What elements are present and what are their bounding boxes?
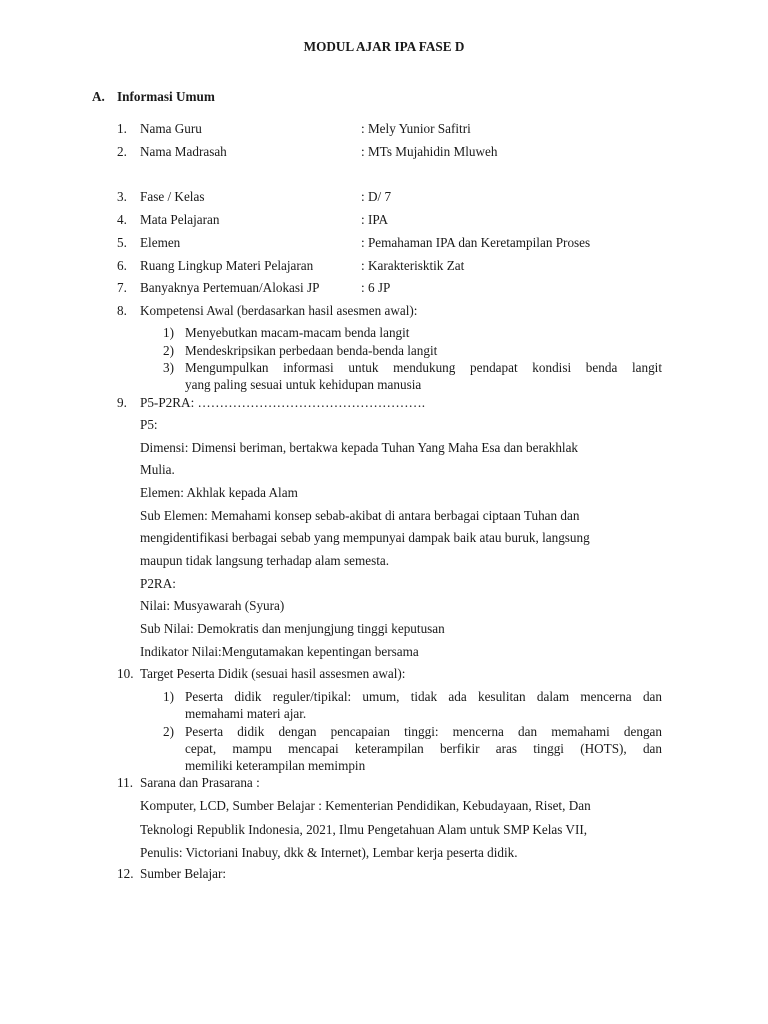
info-label: Mata Pelajaran (140, 212, 220, 227)
subitem-text: Peserta didik dengan pencapaian tinggi: mencerna dan memahami dengan (185, 724, 662, 739)
item9-line: P5: (140, 417, 158, 432)
document-title: MODUL AJAR IPA FASE D (303, 39, 465, 54)
subitem-text: memiliki keterampilan memimpin (185, 758, 366, 773)
info-value: : Pemahaman IPA dan Keretampilan Proses (361, 235, 591, 250)
item9-line: Nilai: Musyawarah (Syura) (140, 598, 285, 613)
info-num: 3. (117, 189, 127, 204)
info-value: : 6 JP (361, 280, 391, 295)
info-num: 1. (117, 121, 127, 136)
section-heading: Informasi Umum (117, 89, 215, 104)
item8-label: Kompetensi Awal (berdasarkan hasil asesmen awal): (140, 303, 418, 318)
subitem-text: memahami materi ajar. (185, 706, 307, 721)
item12-label: Sumber Belajar: (140, 866, 227, 881)
item9-line: Sub Nilai: Demokratis dan menjungjung tinggi keputusan (140, 621, 445, 636)
subitem-num: 1) (163, 325, 174, 340)
subitem-text: Mengumpulkan informasi untuk mendukung pendapat kondisi benda langit (185, 360, 662, 375)
item9-line: P2RA: (140, 576, 176, 591)
item11-label: Sarana dan Prasarana : (140, 775, 260, 790)
info-num: 2. (117, 144, 127, 159)
subitem-num: 2) (163, 343, 174, 358)
info-value: : Karakterisktik Zat (361, 258, 465, 273)
info-num: 7. (117, 280, 127, 295)
info-label: Ruang Lingkup Materi Pelajaran (140, 258, 314, 273)
section-marker: A. (92, 89, 105, 104)
info-num: 6. (117, 258, 127, 273)
info-label: Nama Madrasah (140, 144, 227, 159)
item9-line: Elemen: Akhlak kepada Alam (140, 485, 298, 500)
info-value: : MTs Mujahidin Mluweh (361, 144, 498, 159)
item9-line: Dimensi: Dimensi beriman, bertakwa kepada Tuhan Yang Maha Esa dan berakhlak (140, 440, 579, 455)
subitem-text: Menyebutkan macam-macam benda langit (185, 325, 410, 340)
subitem-text: Peserta didik reguler/tipikal: umum, tidak ada kesulitan dalam mencerna dan (185, 689, 662, 704)
item9-line: maupun tidak langsung terhadap alam semesta. (140, 553, 390, 568)
item9-line: mengidentifikasi berbagai sebab yang mempunyai dampak baik atau buruk, langsung (140, 530, 590, 545)
item10-num: 10. (117, 666, 134, 681)
info-value: : IPA (361, 212, 388, 227)
item11-line: Teknologi Republik Indonesia, 2021, Ilmu Pengetahuan Alam untuk SMP Kelas VII, (140, 822, 588, 837)
info-num: 5. (117, 235, 127, 250)
item8-num: 8. (117, 303, 127, 318)
subitem-num: 3) (163, 360, 174, 375)
item9-line: Mulia. (140, 462, 175, 477)
subitem-text: yang paling sesuai untuk kehidupan manusia (185, 377, 422, 392)
info-label: Banyaknya Pertemuan/Alokasi JP (140, 280, 320, 295)
item11-line: Komputer, LCD, Sumber Belajar : Kementerian Pendidikan, Kebudayaan, Riset, Dan (140, 798, 591, 813)
item9-line: Indikator Nilai:Mengutamakan kepentingan bersama (140, 644, 419, 659)
info-label: Fase / Kelas (140, 189, 205, 204)
info-value: : Mely Yunior Safitri (361, 121, 471, 136)
info-value: : D/ 7 (361, 189, 392, 204)
item9-line: Sub Elemen: Memahami konsep sebab-akibat di antara berbagai ciptaan Tuhan dan (140, 508, 580, 523)
item11-num: 11. (117, 775, 133, 790)
info-num: 4. (117, 212, 127, 227)
item12-num: 12. (117, 866, 134, 881)
item10-label: Target Peserta Didik (sesuai hasil assesmen awal): (140, 666, 406, 681)
item9-label: P5-P2RA: ……………………………………………. (140, 395, 426, 410)
info-label: Elemen (140, 235, 181, 250)
subitem-num: 1) (163, 689, 174, 704)
item11-line: Penulis: Victoriani Inabuy, dkk & Internet), Lembar kerja peserta didik. (140, 845, 518, 860)
subitem-text: cepat, mampu mencapai keterampilan berfikir aras tinggi (HOTS), dan (185, 741, 662, 756)
subitem-text: Mendeskripsikan perbedaan benda-benda langit (185, 343, 438, 358)
subitem-num: 2) (163, 724, 174, 739)
info-label: Nama Guru (140, 121, 202, 136)
item9-num: 9. (117, 395, 127, 410)
